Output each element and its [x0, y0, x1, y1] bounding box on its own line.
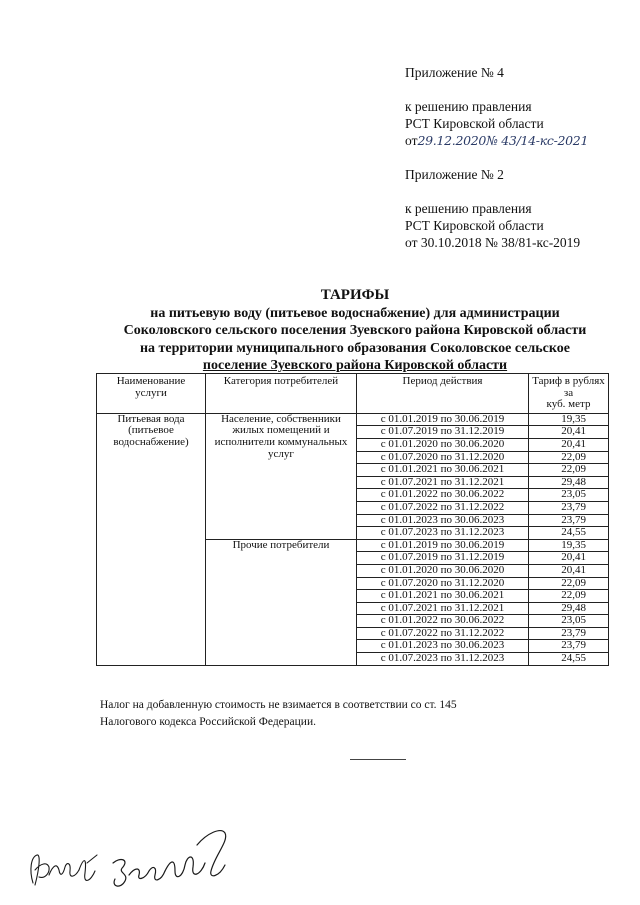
period-cell: с 01.07.2020 по 31.12.2020: [357, 451, 529, 464]
tariff-value-cell: 23,79: [529, 514, 609, 527]
appendix-4-block: [405, 64, 588, 149]
tax-note: [100, 697, 602, 731]
tariff-value-cell: 20,41: [529, 438, 609, 451]
period-cell: с 01.01.2021 по 30.06.2021: [357, 464, 529, 477]
tariff-value-cell: 29,48: [529, 602, 609, 615]
period-cell: с 01.01.2020 по 30.06.2020: [357, 438, 529, 451]
period-cell: с 01.07.2020 по 31.12.2020: [357, 577, 529, 590]
period-cell: с 01.01.2019 по 30.06.2019: [357, 413, 529, 426]
consumer-category-cell: Прочие потребители: [206, 539, 357, 665]
tariff-value-cell: 29,48: [529, 476, 609, 489]
divider: [350, 759, 406, 760]
tariff-value-cell: 20,41: [529, 552, 609, 565]
table-row: [97, 413, 609, 426]
tariff-value-cell: 22,09: [529, 590, 609, 603]
appendix-4-title: Приложение № 4: [405, 65, 504, 80]
tariff-value-cell: 22,09: [529, 577, 609, 590]
tariff-value-cell: 22,09: [529, 464, 609, 477]
period-cell: с 01.01.2023 по 30.06.2023: [357, 514, 529, 527]
period-cell: с 01.07.2021 по 31.12.2021: [357, 602, 529, 615]
date-prefix: от: [405, 133, 418, 148]
tariff-value-cell: 23,05: [529, 489, 609, 502]
tariff-value-cell: 22,09: [529, 451, 609, 464]
heading-line: на территории муниципального образования Соколовское сельское: [139, 340, 570, 356]
decision-line: к решению правления: [405, 99, 532, 114]
period-cell: с 01.07.2022 по 31.12.2022: [357, 627, 529, 640]
tariff-value-cell: 23,79: [529, 640, 609, 653]
period-cell: с 01.01.2022 по 30.06.2022: [357, 615, 529, 628]
tariff-value-cell: 20,41: [529, 564, 609, 577]
period-cell: с 01.01.2020 по 30.06.2020: [357, 564, 529, 577]
period-cell: с 01.01.2019 по 30.06.2019: [357, 539, 529, 552]
consumer-category-cell: Население, собственники жилых помещений и исполнители коммунальных услуг: [206, 413, 357, 539]
tax-note-line: Налог на добавленную стоимость не взимается в соответствии со ст. 145: [100, 699, 457, 711]
tariff-table: [96, 373, 609, 666]
appendix-2-title: Приложение № 2: [405, 167, 504, 182]
period-cell: с 01.07.2023 по 31.12.2023: [357, 653, 529, 666]
tariff-value-cell: 24,55: [529, 527, 609, 540]
document-heading: [60, 287, 640, 375]
period-cell: с 01.01.2023 по 30.06.2023: [357, 640, 529, 653]
tariff-value-cell: 23,79: [529, 627, 609, 640]
tariff-value-cell: 20,41: [529, 426, 609, 439]
signature-1: [31, 855, 97, 885]
service-name-cell: Питьевая вода (питьевое водоснабжение): [97, 413, 206, 665]
authority-line: РСТ Кировской области: [405, 116, 544, 131]
signatures: [25, 815, 255, 895]
period-cell: с 01.07.2022 по 31.12.2022: [357, 501, 529, 514]
tariff-value-cell: 23,79: [529, 501, 609, 514]
decision-date-line: [405, 132, 588, 149]
period-cell: с 01.07.2023 по 31.12.2023: [357, 527, 529, 540]
heading-line: на питьевую воду (питьевое водоснабжение) для администрации: [150, 305, 560, 321]
tariff-value-cell: 19,35: [529, 539, 609, 552]
tax-note-line: Налогового кодекса Российской Федерации.: [100, 716, 316, 728]
heading-title: ТАРИФЫ: [320, 287, 390, 303]
header-tariff: Тариф в рублях за куб. метр: [529, 374, 609, 414]
header-category: Категория потребителей: [206, 374, 357, 414]
header-service: Наименование услуги: [97, 374, 206, 414]
period-cell: с 01.01.2021 по 30.06.2021: [357, 590, 529, 603]
handwritten-number: № 43/14-кс-2021: [486, 133, 589, 148]
tariff-value-cell: 24,55: [529, 653, 609, 666]
header-period: Период действия: [357, 374, 529, 414]
decision-date-line: от 30.10.2018 № 38/81-кс-2019: [405, 235, 581, 250]
authority-line: РСТ Кировской области: [405, 218, 544, 233]
heading-line: поселение Зуевского района Кировской области: [202, 358, 508, 373]
period-cell: с 01.01.2022 по 30.06.2022: [357, 489, 529, 502]
tariff-value-cell: 23,05: [529, 615, 609, 628]
appendix-2-block: [405, 166, 580, 251]
decision-line: к решению правления: [405, 201, 532, 216]
period-cell: с 01.07.2019 по 31.12.2019: [357, 552, 529, 565]
signature-2: [113, 831, 226, 886]
heading-line: Соколовского сельского поселения Зуевского района Кировской области: [123, 323, 587, 338]
table-header-row: [97, 374, 609, 414]
period-cell: с 01.07.2019 по 31.12.2019: [357, 426, 529, 439]
handwritten-date: 29.12.2020: [417, 133, 487, 148]
period-cell: с 01.07.2021 по 31.12.2021: [357, 476, 529, 489]
tariff-value-cell: 19,35: [529, 413, 609, 426]
